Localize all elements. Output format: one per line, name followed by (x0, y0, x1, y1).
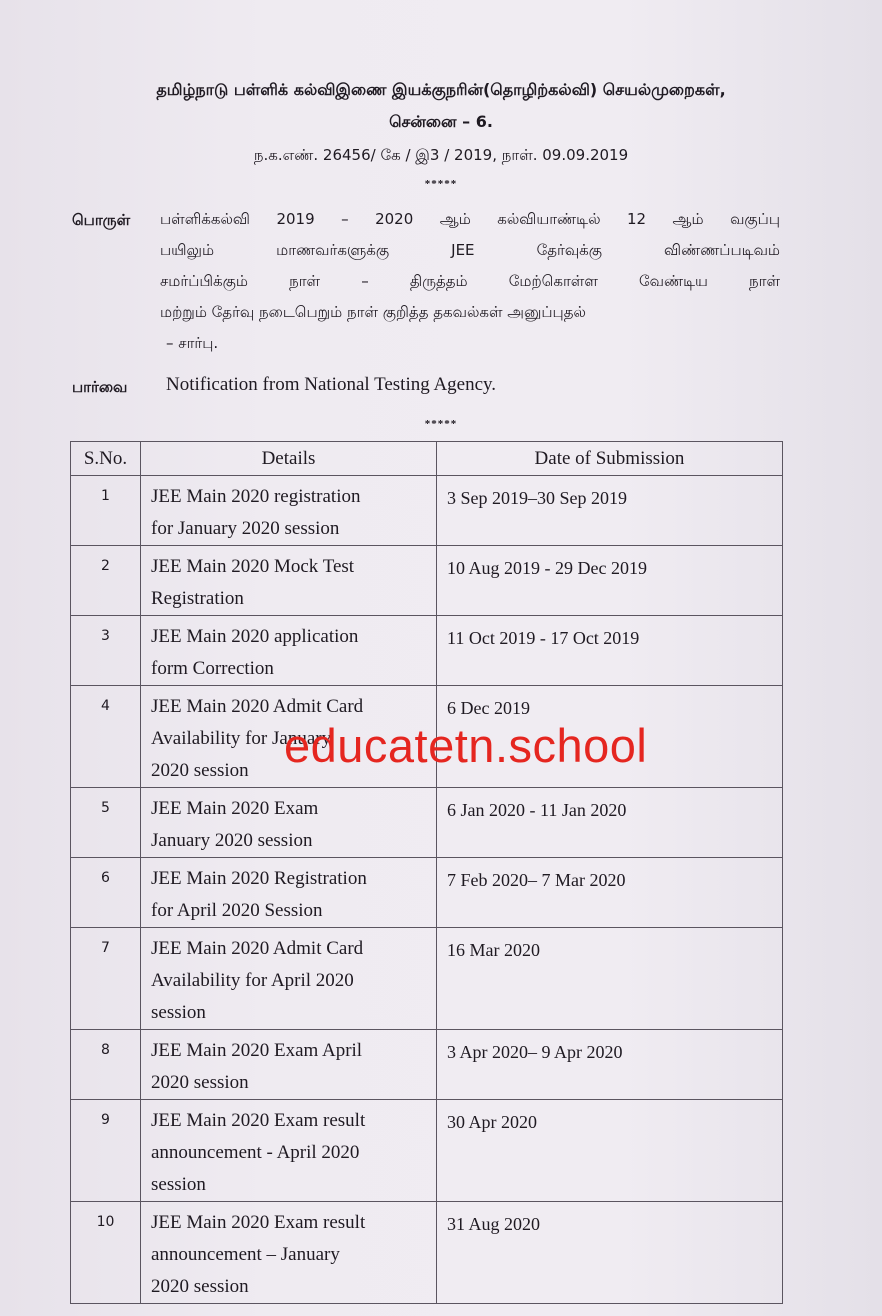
row-details (141, 1100, 437, 1202)
row-details-line: JEE Main 2020 Exam result (151, 1212, 366, 1233)
subject-line: மற்றும் தேர்வு நடைபெறும் நாள் குறித்த தகவல்கள் அனுப்புதல் (160, 303, 586, 321)
row-details (141, 928, 437, 1030)
table-row (71, 476, 783, 546)
office-title: தமிழ்நாடு பள்ளிக் கல்விஇணை இயக்குநரின்(தொழிற்கல்வி) செயல்முறைகள், (156, 80, 726, 99)
row-details-line: 2020 session (151, 1276, 249, 1297)
row-date: 3 Apr 2020– 9 Apr 2020 (437, 1030, 783, 1100)
row-details-line: for April 2020 Session (151, 900, 323, 921)
subject-line: – சார்பு. (166, 334, 219, 352)
subject-line: பயிலும் மாணவர்களுக்கு JEE தேர்வுக்கு விண்ணப்படிவம் (160, 241, 780, 259)
header-sno: S.No. (71, 442, 141, 476)
subject-line: பள்ளிக்கல்வி 2019 – 2020 ஆம் கல்வியாண்டில் 12 ஆம் வகுப்பு (160, 210, 780, 228)
row-details-line: Availability for April 2020 (151, 970, 354, 991)
row-details-line: JEE Main 2020 application (151, 626, 359, 647)
watermark: educatetn.school (284, 719, 648, 772)
row-details-line: Availability for January (151, 728, 332, 749)
row-details-line: JEE Main 2020 Mock Test (151, 556, 355, 577)
row-details-line: JEE Main 2020 Exam (151, 798, 319, 819)
row-sno: 8 (71, 1030, 141, 1100)
table-header-row (71, 442, 783, 476)
row-details (141, 1202, 437, 1304)
table-body (71, 476, 783, 1304)
row-details-line: January 2020 session (151, 830, 313, 851)
row-sno: 10 (71, 1202, 141, 1304)
row-details-line: JEE Main 2020 Exam April (151, 1040, 363, 1061)
row-date: 6 Dec 2019 (437, 686, 783, 788)
row-details-line: JEE Main 2020 registration (151, 486, 361, 507)
table-row (71, 1030, 783, 1100)
table-row (71, 1100, 783, 1202)
header-date: Date of Submission (437, 442, 783, 476)
row-sno: 1 (71, 476, 141, 546)
table-row (71, 616, 783, 686)
row-details-line: JEE Main 2020 Registration (151, 868, 367, 889)
table-row (71, 928, 783, 1030)
row-sno: 9 (71, 1100, 141, 1202)
row-sno: 4 (71, 686, 141, 788)
subject-text (160, 204, 780, 359)
row-details (141, 858, 437, 928)
row-details (141, 788, 437, 858)
table-row (71, 1202, 783, 1304)
row-date: 31 Aug 2020 (437, 1202, 783, 1304)
row-details-line: for January 2020 session (151, 518, 340, 539)
row-details (141, 616, 437, 686)
row-sno: 5 (71, 788, 141, 858)
reference-text: Notification from National Testing Agency. (166, 374, 497, 395)
separator-bottom: ***** (424, 418, 458, 430)
office-city: சென்னை – 6. (389, 112, 493, 131)
row-date: 30 Apr 2020 (437, 1100, 783, 1202)
row-sno: 7 (71, 928, 141, 1030)
row-date: 3 Sep 2019–30 Sep 2019 (437, 476, 783, 546)
row-details-line: 2020 session (151, 1072, 249, 1093)
row-details-line: announcement - April 2020 (151, 1142, 360, 1163)
table-row (71, 788, 783, 858)
row-details-line: Registration (151, 588, 244, 609)
row-date: 11 Oct 2019 - 17 Oct 2019 (437, 616, 783, 686)
row-date: 7 Feb 2020– 7 Mar 2020 (437, 858, 783, 928)
subject-line: சமர்ப்பிக்கும் நாள் – திருத்தம் மேற்கொள்ள வேண்டிய நாள் (160, 272, 780, 290)
row-details-line: session (151, 1174, 206, 1195)
row-details-line: 2020 session (151, 760, 249, 781)
row-details (141, 546, 437, 616)
row-sno: 3 (71, 616, 141, 686)
subject-label: பொருள் (72, 211, 131, 229)
row-details-line: JEE Main 2020 Admit Card (151, 696, 364, 717)
header-details: Details (141, 442, 437, 476)
row-sno: 2 (71, 546, 141, 616)
row-date: 16 Mar 2020 (437, 928, 783, 1030)
table-row (71, 546, 783, 616)
row-details (141, 476, 437, 546)
row-sno: 6 (71, 858, 141, 928)
reference-number: ந.க.எண். 26456/ கே / இ3 / 2019, நாள். 09.09.2019 (253, 146, 629, 164)
row-details-line: announcement – January (151, 1244, 340, 1265)
row-date: 10 Aug 2019 - 29 Dec 2019 (437, 546, 783, 616)
separator-top: ***** (424, 178, 458, 190)
reference-label: பார்வை (72, 378, 128, 396)
row-details-line: form Correction (151, 658, 274, 679)
row-date: 6 Jan 2020 - 11 Jan 2020 (437, 788, 783, 858)
row-details (141, 1030, 437, 1100)
jee-schedule-table (70, 441, 783, 1304)
row-details-line: JEE Main 2020 Exam result (151, 1110, 366, 1131)
row-details-line: session (151, 1002, 206, 1023)
row-details-line: JEE Main 2020 Admit Card (151, 938, 364, 959)
table-row (71, 858, 783, 928)
